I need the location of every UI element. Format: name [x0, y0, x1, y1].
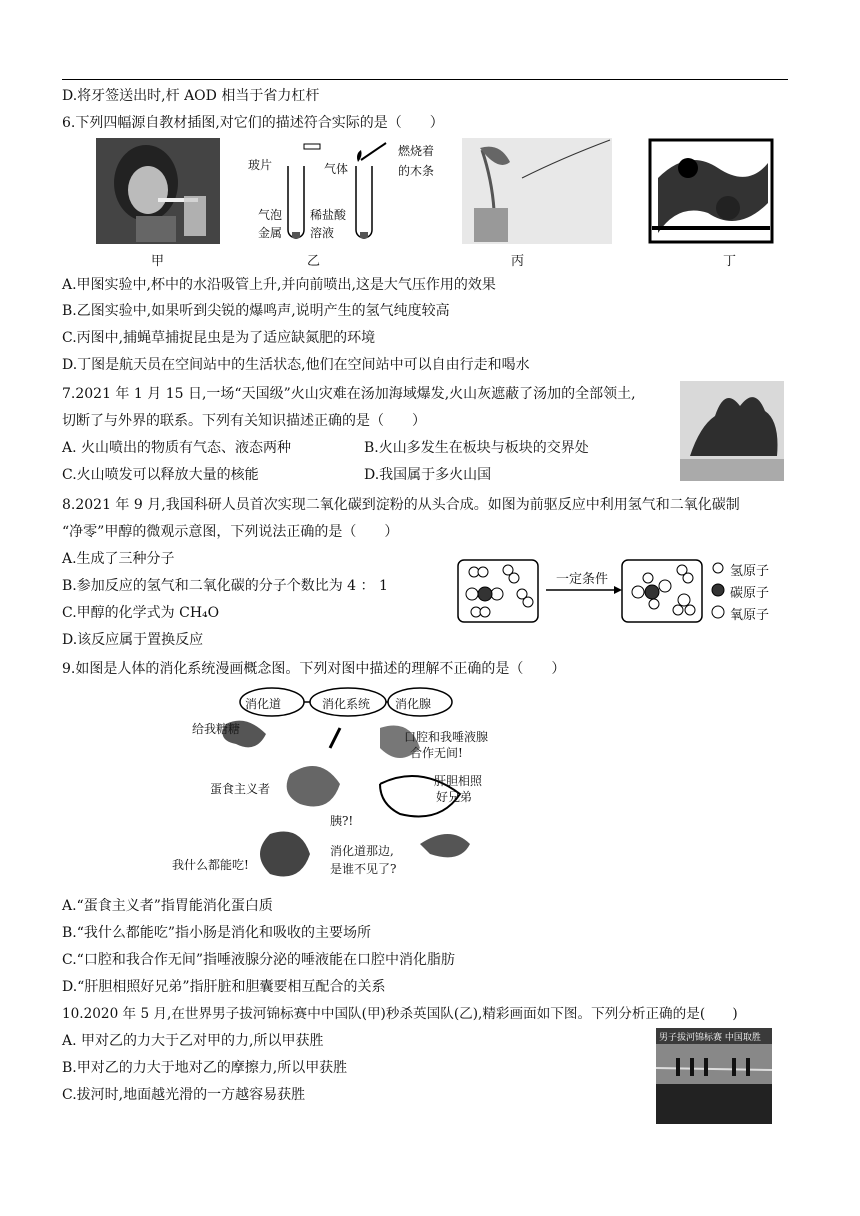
q9-option-d: D.“肝胆相照好兄弟”指肝脏和胆囊要相互配合的关系 [62, 979, 386, 995]
q10-tug-of-war-photo: 男子拔河锦标赛 中国取胜 [656, 1028, 772, 1124]
q8-stem-line1: 8.2021 年 9 月,我国科研人员首次实现二氧化碳到淀粉的从头合成。如图为前驱反应中利用氢气和二氧化碳制 [62, 497, 740, 513]
q9-digestive-cartoon: 消化道 消化系统 消化腺 给我糖糖 口腔和我唾液腺 合作无间! 蛋食主义者 肝胆相照 好兄弟 胰?! 我什么都能吃! 消化道那边, 是谁不见了? [170, 684, 488, 890]
q7-volcano-photo [680, 381, 784, 481]
q9-stem: 9.如图是人体的消化系统漫画概念图。下列对图中描述的理解不正确的是（ ） [62, 661, 566, 677]
q7-option-a: A. 火山喷出的物质有气态、液态两种 [62, 440, 292, 456]
q6-option-c: C.丙图中,捕蝇草捕捉昆虫是为了适应缺氮肥的环境 [62, 330, 376, 346]
q8-option-d: D.该反应属于置换反应 [62, 632, 204, 648]
q8-option-c: C.甲醇的化学式为 CH₄O [62, 605, 220, 621]
q6-caption-bing: 丙 [511, 254, 525, 269]
q8-stem-line2: “净零”甲醇的微观示意图，下列说法正确的是（ ） [62, 524, 399, 540]
q9-option-b: B.“我什么都能吃”指小肠是消化和吸收的主要场所 [62, 925, 372, 941]
q10-stem: 10.2020 年 5 月,在世界男子拔河锦标赛中中国队(甲)秒杀英国队(乙),精彩画面如下图。下列分析正确的是( ) [62, 1006, 738, 1022]
q6-image-bing [462, 138, 612, 244]
q6-caption-yi: 乙 [307, 254, 321, 269]
q6-image-yi: 玻片 气体 燃烧着 的木条 气泡 金属 稀盐酸 溶液 [246, 138, 451, 246]
q7-option-b: B.火山多发生在板块与板块的交界处 [364, 440, 589, 456]
q9-option-a: A.“蛋食主义者”指胃能消化蛋白质 [62, 898, 273, 914]
q8-option-b: B.参加反应的氢气和二氧化碳的分子个数比为 4 ： 1 [62, 578, 388, 594]
q7-stem-line1: 7.2021 年 1 月 15 日,一场“天国级”火山灾难在汤加海域爆发,火山灰遮蔽了汤加的全部领土, [62, 386, 636, 402]
q6-caption-jia: 甲 [151, 254, 165, 269]
q5-option-d: D.将牙签送出时,杆 AOD 相当于省力杠杆 [62, 88, 320, 104]
q6-stem: 6.下列四幅源自教材插图,对它们的描述符合实际的是（ ） [62, 115, 444, 131]
top-rule [62, 79, 788, 80]
q7-stem-line2: 切断了与外界的联系。下列有关知识描述正确的是（ ） [62, 413, 426, 429]
q10-option-c: C.拔河时,地面越光滑的一方越容易获胜 [62, 1087, 306, 1103]
q6-option-d: D.丁图是航天员在空间站中的生活状态,他们在空间站中可以自由行走和喝水 [62, 357, 530, 373]
q10-option-b: B.甲对乙的力大于地对乙的摩擦力,所以甲获胜 [62, 1060, 348, 1076]
q6-option-b: B.乙图实验中,如果听到尖锐的爆鸣声,说明产生的氢气纯度较高 [62, 303, 450, 319]
q6-image-ding [648, 138, 774, 244]
q8-reaction-diagram: 一定条件 氢原子 碳原子 氧原子 [452, 556, 792, 628]
q10-option-a: A. 甲对乙的力大于乙对甲的力,所以甲获胜 [62, 1033, 324, 1049]
q9-option-c: C.“口腔和我合作无间”指唾液腺分泌的唾液能在口腔中消化脂肪 [62, 952, 455, 968]
q7-option-d: D.我国属于多火山国 [364, 467, 492, 483]
q6-image-jia [96, 138, 220, 244]
q6-caption-ding: 丁 [723, 254, 737, 269]
q7-option-c: C.火山喷发可以释放大量的核能 [62, 467, 259, 483]
q8-option-a: A.生成了三种分子 [62, 551, 175, 567]
q6-option-a: A.甲图实验中,杯中的水沿吸管上升,并向前喷出,这是大气压作用的效果 [62, 277, 496, 293]
